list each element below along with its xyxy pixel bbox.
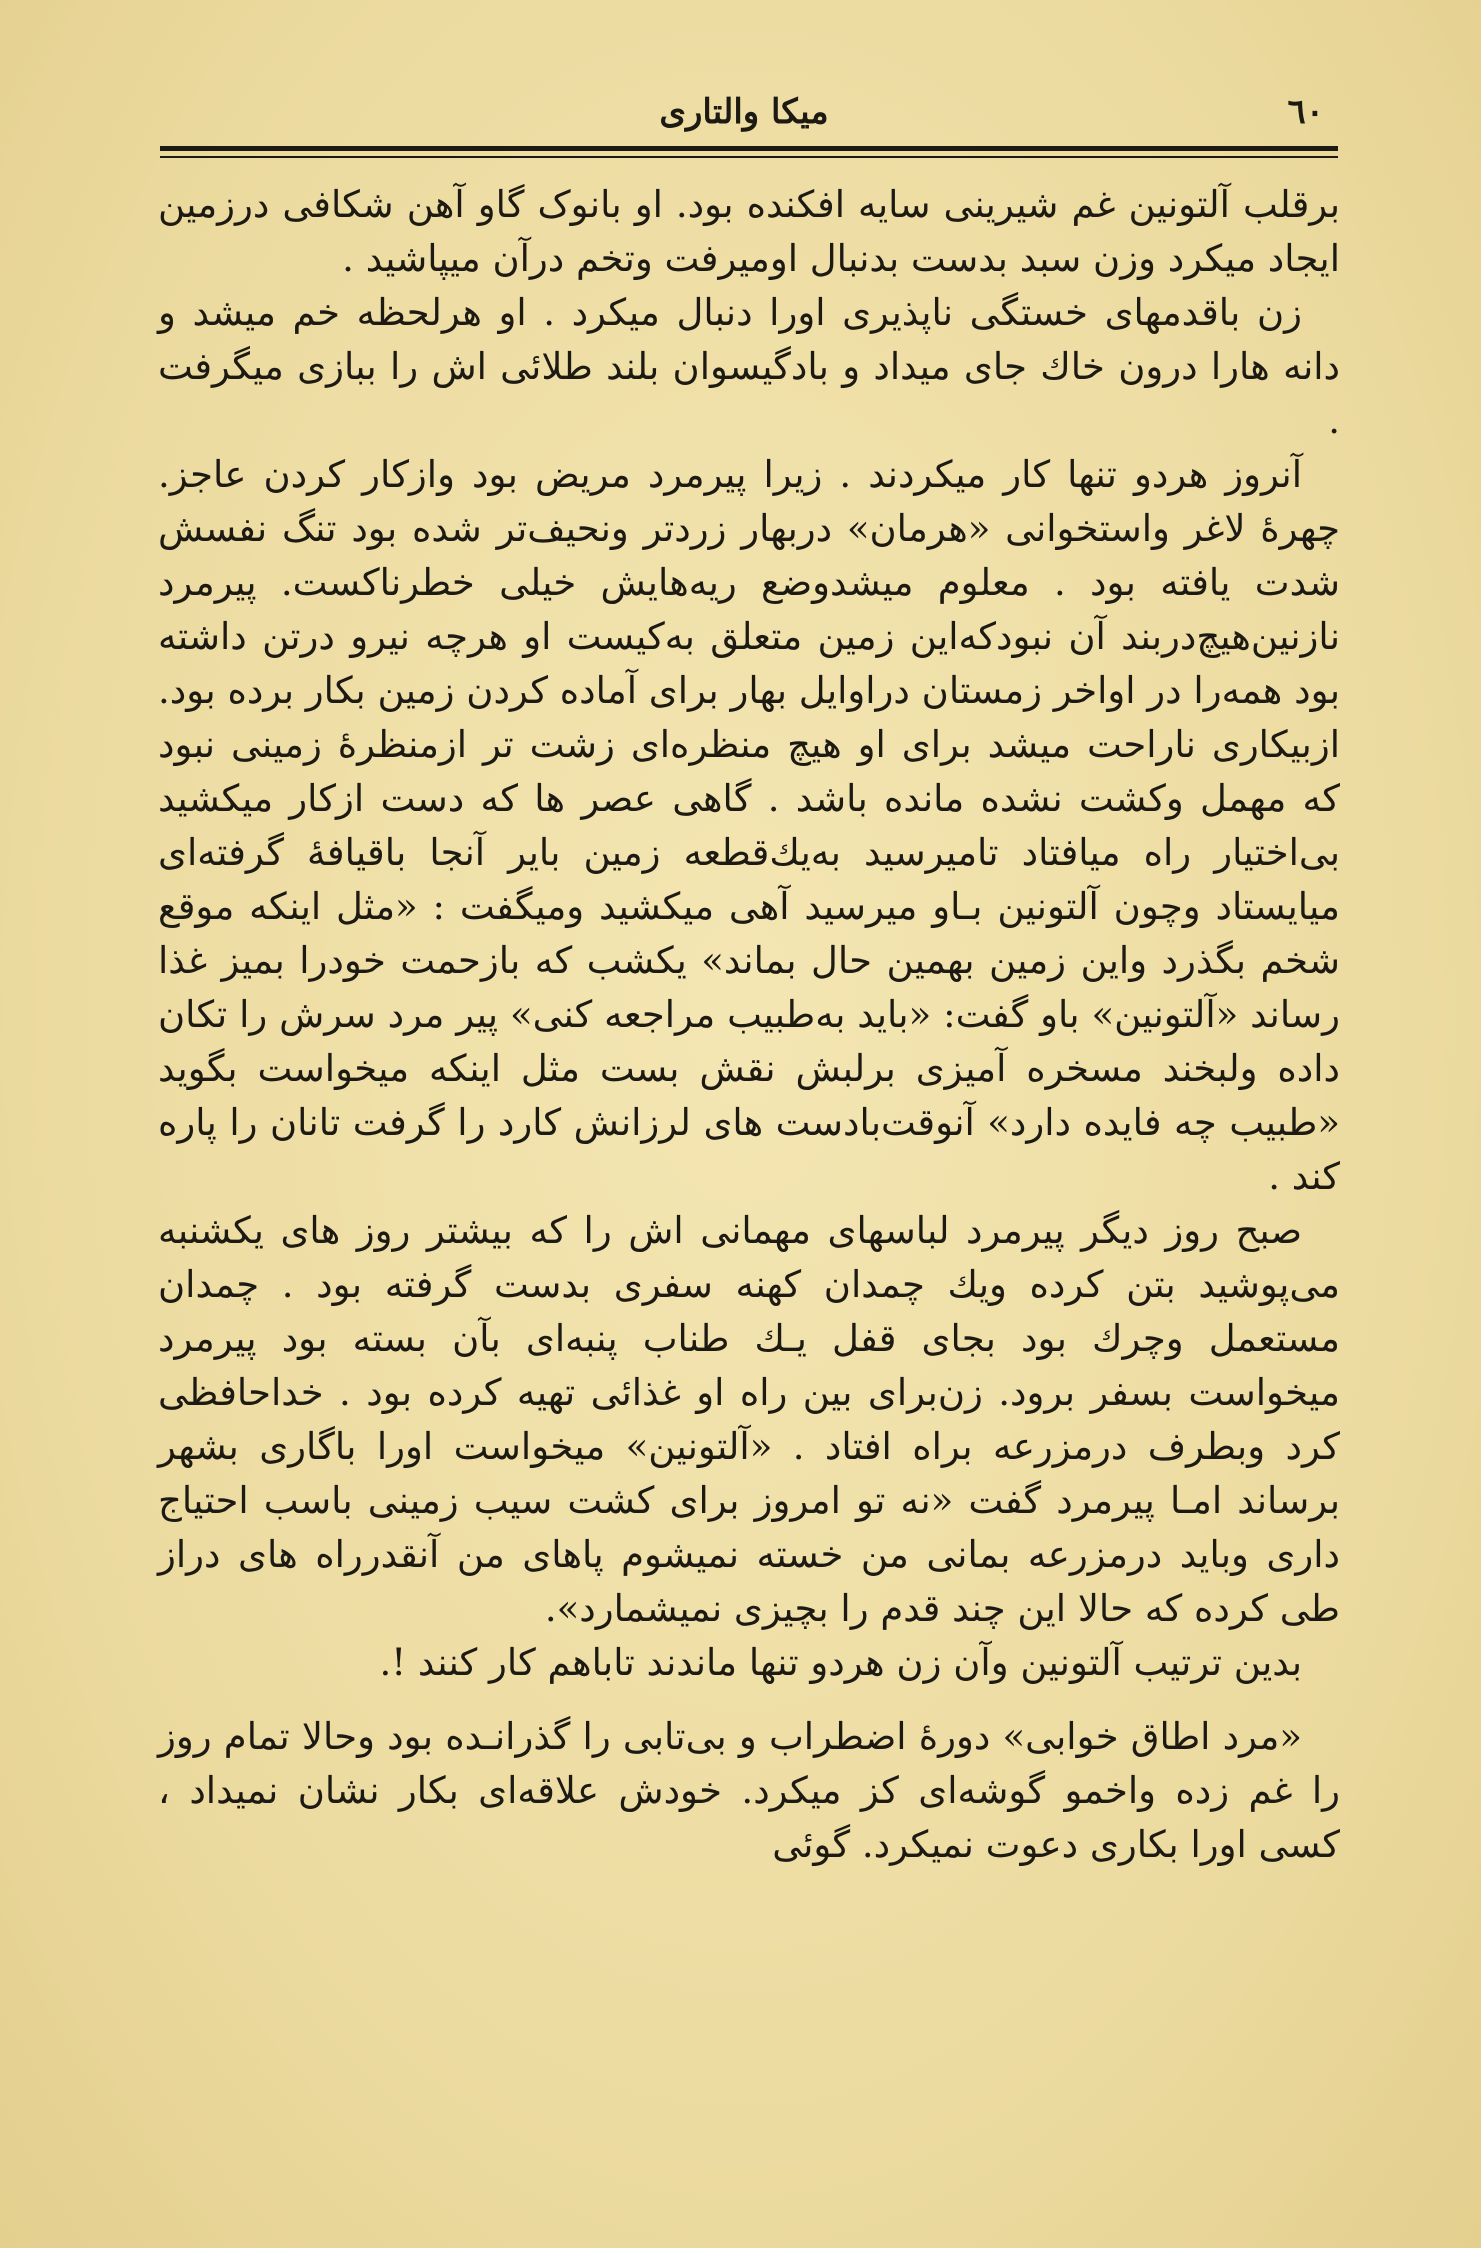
running-title: میکا والتاری <box>659 92 829 132</box>
paragraph-3: آنروز هردو تنها کار میکردند . زیرا پیرمرد مریض بود وازکار کردن عاجز. چهرهٔ لاغر واستخوانی «هرمان» دربهار زردتر ونحیف‌تر شده بود تنگ نفسش شدت یافته بود . معلوم میشدوضع ریه‌هایش خیلی خطرناکست. پیرمرد نازنین‌هیچ‌دربند آن نبودکه‌این زمین متعلق به‌کیست او هرچه نیرو درتن داشته بود همه‌را در اواخر زمستان دراوایل بهار برای آماده کردن زمین بکار برده بود. ازبیکاری ناراحت میشد برای او هیچ منظره‌ای زشت تر ازمنظرهٔ زمینی نبود که مهمل وکشت نشده مانده باشد . گاهی عصر ها که دست ازکار میکشید بی‌اختیار راه میافتاد تامیرسید به‌یك‌قطعه زمین بایر آنجا باقیافهٔ گرفته‌ای میایستاد وچون آلتونین بـاو میرسید آهی میکشید ومیگفت : «مثل اینکه موقع شخم بگذرد واین زمین بهمین حال بماند» یکشب که بازحمت خودرا بمیز غذا رساند «آلتونین» باو گفت: «باید به‌طبیب مراجعه کنی» پیر مرد سرش را تکان داده ولبخند مسخره آمیزی برلبش نقش بست مثل اینکه میخواست بگوید «طبیب چه فایده دارد» آنوقت‌بادست های لرزانش کارد را گرفت تانان را پاره کند . <box>158 453 1340 1198</box>
header-rule-thick <box>160 146 1338 151</box>
body-text <box>158 178 1340 1872</box>
paragraph-6: «مرد اطاق خوابی» دورهٔ اضطراب و بی‌تابی را گذرانـده بود وحالا تمام روز را غم زده واخمو گوشه‌ای کز میکرد. خودش علاقه‌ای بکار نشان نمیداد ، کسی اورا بکاری دعوت نمیکرد. گوئی <box>158 1715 1340 1866</box>
paragraph-5: بدین ترتیب آلتونین وآن زن هردو تنها ماندند تاباهم کار کنند !. <box>379 1641 1302 1684</box>
paragraph-1: برقلب آلتونین غم شیرینی سایه افکنده بود. او بانوک گاو آهن شکافی درزمین ایجاد میکرد وزن سبد بدست بدنبال اومیرفت وتخم درآن میپاشید . <box>158 183 1340 280</box>
paragraph-4: صبح روز دیگر پیرمرد لباسهای مهمانی اش را که بیشتر روز های یکشنبه می‌پوشید بتن کرده ویك چمدان کهنه سفری بدست گرفته بود . چمدان مستعمل وچرك بود بجای قفل یـك طناب پنبه‌ای بآن بسته بود پیرمرد میخواست بسفر برود. زن‌برای بین راه او غذائی تهیه کرده بود . خداحافظی کرد وبطرف درمزرعه براه افتاد . «آلتونین» میخواست اورا باگاری بشهر برساند امـا پیرمرد گفت «نه تو امروز برای کشت سیب زمینی باسب احتیاج داری وباید درمزرعه بمانی من خسته نمیشوم پاهای من آنقدرراه های دراز طی کرده که حالا این چند قدم را بچیزی نمیشمارد». <box>158 1209 1340 1630</box>
header-rule-thin <box>160 156 1338 158</box>
paragraph-2: زن باقدمهای خستگی ناپذیری اورا دنبال میکرد . او هرلحظه خم میشد و دانه هارا درون خاك جای میداد و بادگیسوان بلند طلائی اش را ببازی میگرفت . <box>158 291 1340 442</box>
page-header <box>160 88 1328 140</box>
page-number: ٦٠ <box>1287 92 1324 132</box>
